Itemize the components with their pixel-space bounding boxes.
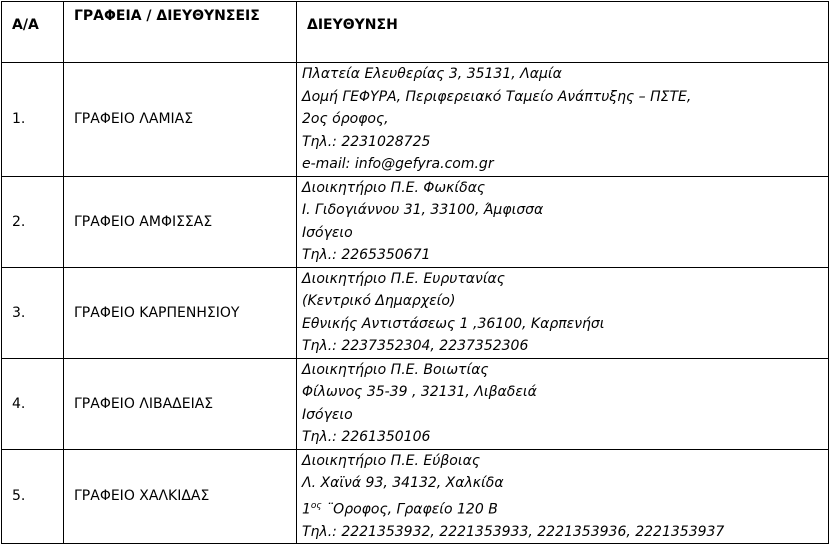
address-line: Ισόγειο xyxy=(302,406,353,423)
address-line: Τηλ.: 2231028725 xyxy=(302,133,431,150)
offices-table xyxy=(1,1,829,544)
header-num: Α/Α xyxy=(2,2,64,63)
row-number: 1. xyxy=(2,63,64,177)
office-name: ΓΡΑΦΕΙΟ ΛΙΒΑΔΕΙΑΣ xyxy=(64,358,297,449)
row-number: 3. xyxy=(2,267,64,358)
address-line xyxy=(302,495,828,521)
office-address xyxy=(297,449,829,544)
address-line: 2ος όροφος, xyxy=(302,111,389,127)
row-number: 4. xyxy=(2,358,64,449)
header-office: ΓΡΑΦΕΙΑ / ΔΙΕΥΘΥΝΣΕΙΣ xyxy=(64,2,297,63)
office-address xyxy=(297,176,829,267)
address-line: Ισόγειο xyxy=(302,224,353,241)
address-line: Δομή ΓΕΦΥΡΑ, Περιφερειακό Ταμείο Ανάπτυξης – ΠΣΤΕ, xyxy=(302,88,692,105)
address-line: Ι. Γιδογιάννου 31, 33100, Άμφισσα xyxy=(302,202,544,218)
office-address xyxy=(297,358,829,449)
address-line: Διοικητήριο Π.Ε. Εύβοιας xyxy=(302,452,481,469)
office-name: ΓΡΑΦΕΙΟ ΚΑΡΠΕΝΗΣΙΟΥ xyxy=(64,267,297,358)
table-row xyxy=(2,449,829,544)
floor-sup: ος xyxy=(310,500,322,511)
address-line: Τηλ.: 2237352304, 2237352306 xyxy=(302,338,529,354)
office-name: ΓΡΑΦΕΙΟ ΑΜΦΙΣΣΑΣ xyxy=(64,176,297,267)
table-row xyxy=(2,358,829,449)
address-line: Τηλ.: 2265350671 xyxy=(302,247,431,263)
office-name: ΓΡΑΦΕΙΟ ΧΑΛΚΙΔΑΣ xyxy=(64,449,297,544)
address-line: Λ. Χαϊνά 93, 34132, Χαλκίδα xyxy=(302,475,504,491)
floor-n: 1 xyxy=(302,501,311,518)
row-number: 5. xyxy=(2,449,64,544)
table-row xyxy=(2,267,829,358)
office-address xyxy=(297,63,829,177)
floor-rest: ¨Οροφος, Γραφείο 120 Β xyxy=(321,501,498,518)
header-address: ΔΙΕΥΘΥΝΣΗ xyxy=(297,2,829,63)
office-name: ΓΡΑΦΕΙΟ ΛΑΜΙΑΣ xyxy=(64,63,297,177)
address-line: (Κεντρικό Δημαρχείο) xyxy=(302,293,456,309)
address-line: Διοικητήριο Π.Ε. Βοιωτίας xyxy=(302,361,489,378)
address-phone: Τηλ.: 2221353932, 2221353933, 2221353936, 2221353937 xyxy=(302,523,725,540)
header-row xyxy=(2,2,829,63)
address-line: Πλατεία Ελευθερίας 3, 35131, Λαμία xyxy=(302,66,562,82)
address-line: e-mail: info@gefyra.com.gr xyxy=(302,156,494,172)
table-row xyxy=(2,176,829,267)
address-line: Εθνικής Αντιστάσεως 1 ,36100, Καρπενήσι xyxy=(302,315,605,332)
address-line: Φίλωνος 35-39 , 32131, Λιβαδειά xyxy=(302,384,537,400)
row-number: 2. xyxy=(2,176,64,267)
office-address xyxy=(297,267,829,358)
table-row xyxy=(2,63,829,177)
address-line: Διοικητήριο Π.Ε. Φωκίδας xyxy=(302,179,486,196)
address-line: Διοικητήριο Π.Ε. Ευρυτανίας xyxy=(302,270,505,287)
address-line: Τηλ.: 2261350106 xyxy=(302,429,431,445)
